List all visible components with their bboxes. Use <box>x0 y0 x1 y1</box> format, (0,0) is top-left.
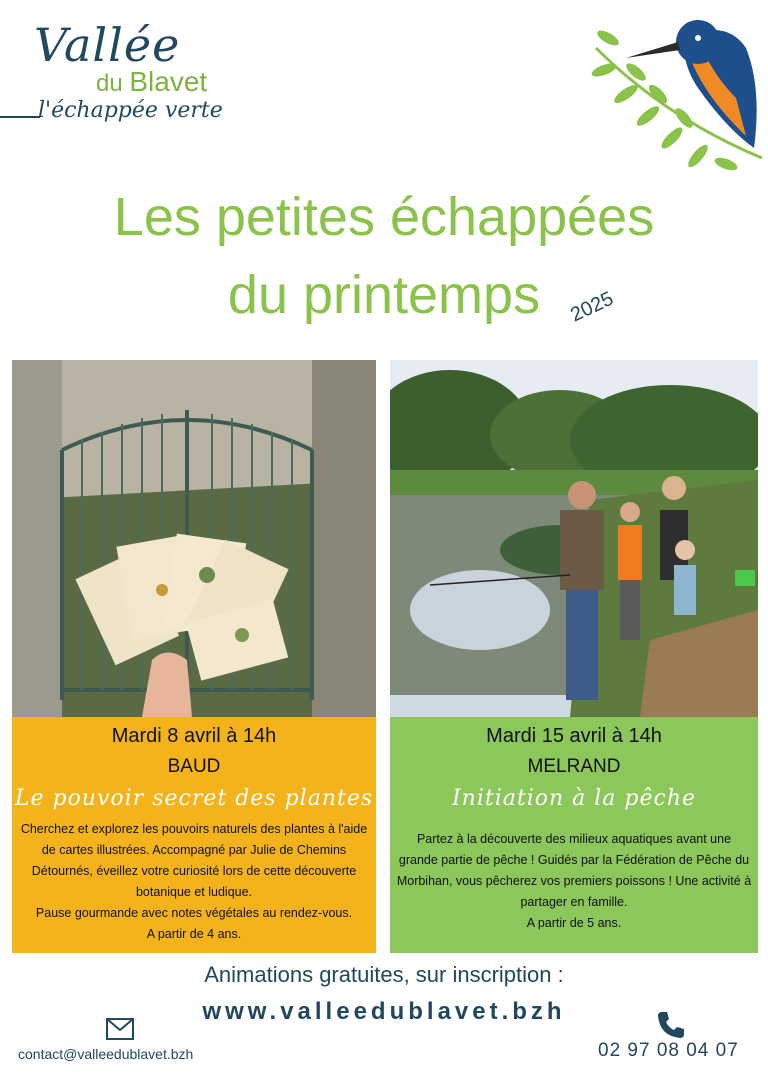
event-description-text: Cherchez et explorez les pouvoirs naturels des plantes à l'aide de cartes illustrées. Accompagné par Julie de Chemins Détournés, éveillez votre curiosité lors de cette découverte botanique et ludique. <box>20 822 368 899</box>
contact-phone[interactable]: 02 97 08 04 07 <box>598 1040 739 1061</box>
free-entry-text: Animations gratuites, sur inscription : <box>204 962 564 987</box>
page-title-line1: Les petites échappées <box>113 187 655 247</box>
event-date: Mardi 15 avril à 14h <box>486 725 662 747</box>
photo-gate-cards <box>12 360 376 717</box>
event-description <box>390 829 758 934</box>
logo-du: du <box>96 70 123 97</box>
event-age: A partir de 4 ans. <box>146 927 242 941</box>
envelope-icon <box>106 1018 134 1040</box>
year-label: 2025 <box>567 287 617 327</box>
event-panel-baud <box>12 717 376 953</box>
logo-underline <box>0 116 40 118</box>
logo-du-blavet <box>96 66 207 98</box>
event-date: Mardi 8 avril à 14h <box>111 725 277 747</box>
event-age: A partir de 5 ans. <box>526 916 622 930</box>
event-description <box>12 819 376 945</box>
logo-tagline: l'échappée verte <box>38 98 223 123</box>
event-extra: Pause gourmande avec notes végétales au rendez-vous. <box>35 906 353 920</box>
event-panel-melrand <box>390 717 758 953</box>
contact-email[interactable]: contact@valleedublavet.bzh <box>18 1046 194 1062</box>
event-location: MELRAND <box>527 756 621 777</box>
logo-vallee: Vallée <box>34 18 181 72</box>
website-link[interactable]: www.valleedublavet.bzh <box>202 998 566 1025</box>
page-title-line2: du printemps <box>227 265 541 325</box>
photo-fishing-pond <box>390 360 758 717</box>
event-subtitle: Initiation à la pêche <box>451 786 697 811</box>
event-location: BAUD <box>167 756 221 777</box>
event-subtitle: Le pouvoir secret des plantes <box>14 786 374 811</box>
event-description-text: Partez à la découverte des milieux aquatiques avant une grande partie de pêche ! Guidés par la Fédération de Pêche du Morbihan, vous pêcherez vos premiers poissons ! Une activité à partager en famille. <box>396 832 752 909</box>
logo-blavet: Blavet <box>129 66 208 97</box>
kingfisher-icon <box>586 8 766 178</box>
phone-icon <box>656 1010 686 1040</box>
